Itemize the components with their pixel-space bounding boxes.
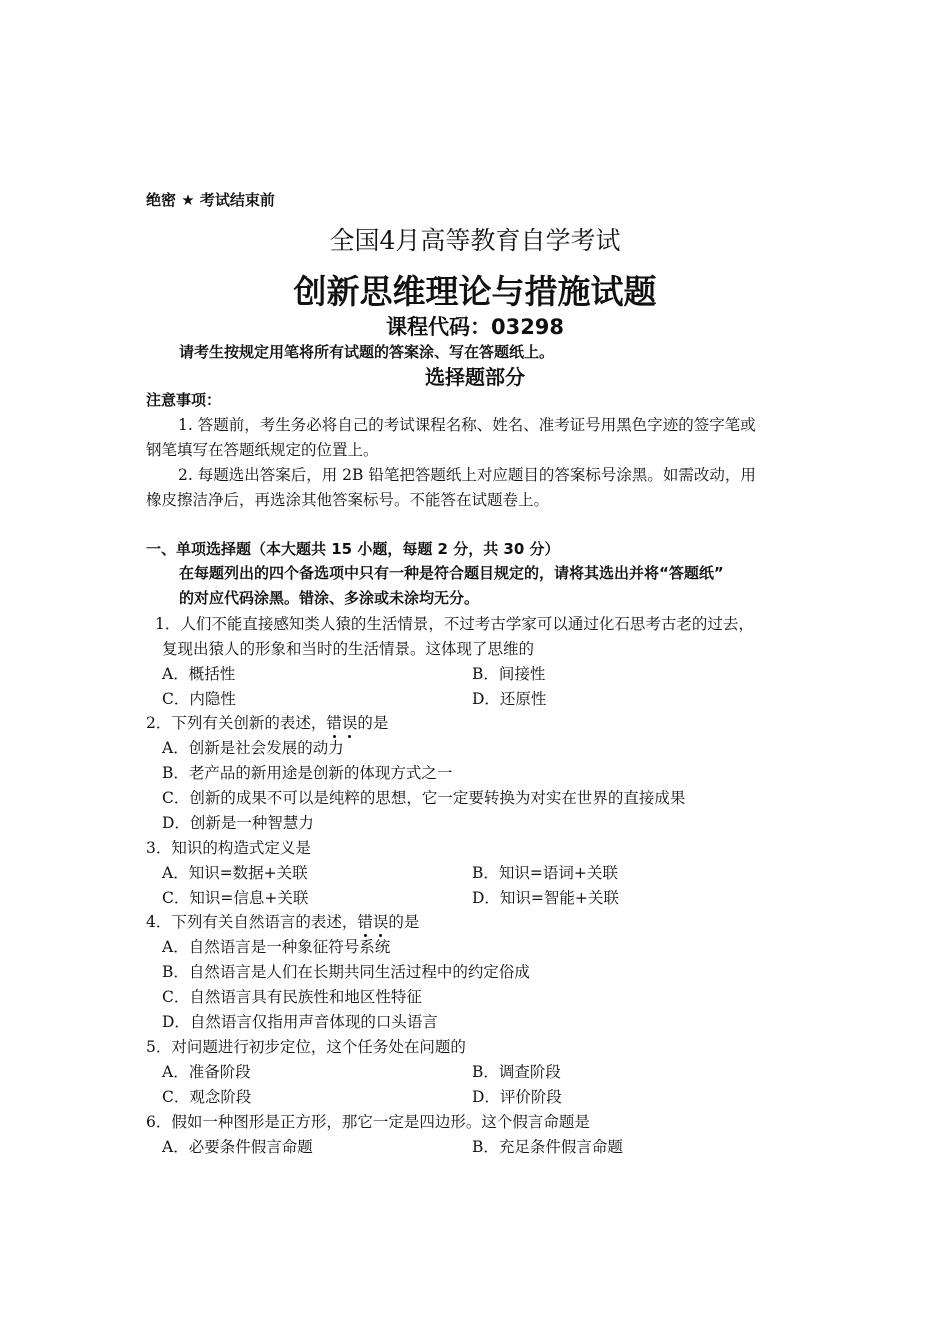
section-title: 选择题部分 [425,365,525,389]
q1-option-a: A．概括性 [162,665,236,683]
q2-option-a: A．创新是社会发展的动力 [162,739,344,757]
q6-option-a: A．必要条件假言命题 [162,1138,313,1156]
q4-option-d: D．自然语言仅指用声音体现的口头语言 [162,1013,438,1031]
note-line-1: 1. 答题前，考生务必将自己的考试课程名称、姓名、准考证号用黑色字迹的签字笔或 [178,416,756,434]
notes-heading: 注意事项： [146,391,222,409]
question-5: 5．对问题进行初步定位，这个任务处在问题的 [146,1038,466,1056]
q6-option-b: B．充足条件假言命题 [472,1138,623,1156]
exam-name: 全国4月高等教育自学考试 [329,226,621,255]
emphasis-char-1: 错 [326,711,342,733]
q1-option-c: C．内隐性 [162,690,236,708]
q2-option-b: B．老产品的新用途是创新的体现方式之一 [162,764,453,782]
question-4-prefix: 4．下列有关自然语言的表述， [146,913,358,931]
q3-option-c: C．知识=信息+关联 [162,889,309,907]
question-4 [146,910,419,932]
q5-option-a: A．准备阶段 [162,1063,251,1081]
confidential-label: 绝密 ★ 考试结束前 [146,191,275,209]
q3-option-b: B．知识=语词+关联 [472,864,618,882]
question-2-prefix: 2．下列有关创新的表述， [146,714,327,732]
question-6: 6．假如一种图形是正方形，那它一定是四边形。这个假言命题是 [146,1113,590,1131]
part-heading: 一、单项选择题（本大题共 15 小题，每题 2 分，共 30 分） [146,540,560,558]
q2-option-c: C．创新的成果不可以是纯粹的思想，它一定要转换为对实在世界的直接成果 [162,789,686,807]
part-description-1: 在每题列出的四个备选项中只有一种是符合题目规定的，请将其选出并将“答题纸” [179,564,724,582]
emphasis-char-2: 误 [373,910,389,932]
question-1-line-2: 复现出猿人的形象和当时的生活情景。这体现了思维的 [162,640,535,658]
q5-option-c: C．观念阶段 [162,1088,252,1106]
note-line-2: 钢笔填写在答题纸规定的位置上。 [146,441,379,459]
emphasis-char-1: 错 [357,910,373,932]
q5-option-b: B．调查阶段 [472,1063,561,1081]
q3-option-d: D．知识=智能+关联 [472,889,619,907]
q1-option-d: D．还原性 [472,690,547,708]
question-2 [146,711,388,733]
q1-option-b: B．间接性 [472,665,546,683]
subject-title: 创新思维理论与措施试题 [293,272,657,311]
question-4-suffix: 的是 [388,913,420,931]
course-code: 课程代码：03298 [385,315,565,339]
question-2-suffix: 的是 [357,714,389,732]
emphasis-char-2: 误 [342,711,358,733]
answer-instruction: 请考生按规定用笔将所有试题的答案涂、写在答题纸上。 [179,343,555,361]
note-line-4: 橡皮擦洁净后，再选涂其他答案标号。不能答在试题卷上。 [146,491,550,509]
q4-option-c: C．自然语言具有民族性和地区性特征 [162,988,422,1006]
q3-option-a: A．知识=数据+关联 [162,864,308,882]
part-description-2: 的对应代码涂黑。错涂、多涂或未涂均无分。 [179,589,480,607]
q2-option-d: D．创新是一种智慧力 [162,814,314,832]
question-3: 3．知识的构造式定义是 [146,839,311,857]
q5-option-d: D．评价阶段 [472,1088,562,1106]
q4-option-b: B．自然语言是人们在长期共同生活过程中的约定俗成 [162,963,530,981]
note-line-3: 2. 每题选出答案后，用 2B 铅笔把答题纸上对应题目的答案标号涂黑。如需改动，用 [178,466,756,484]
q4-option-a: A．自然语言是一种象征符号系统 [162,938,391,956]
question-1-line-1: 1．人们不能直接感知类人猿的生活情景，不过考古学家可以通过化石思考古老的过去， [155,615,754,633]
